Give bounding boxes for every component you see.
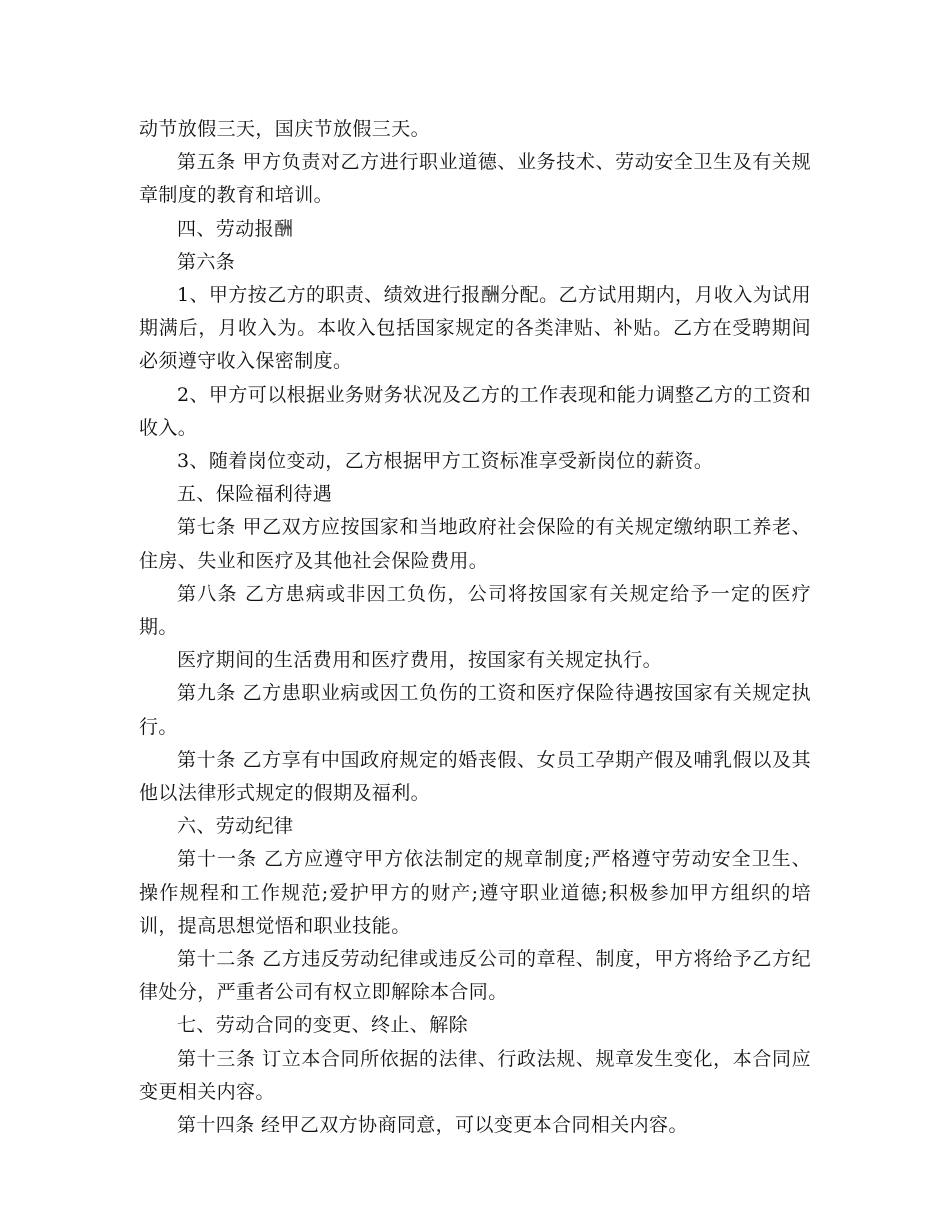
paragraph-article-12: 第十二条 乙方违反劳动纪律或违反公司的章程、制度，甲方将给予乙方纪律处分，严重者公司有权立即解除本合同。 bbox=[139, 948, 811, 1004]
paragraph-article-7: 第七条 甲乙双方应按国家和当地政府社会保险的有关规定缴纳职工养老、住房、失业和医疗及其他社会保险费用。 bbox=[139, 516, 811, 572]
paragraph-article-10: 第十条 乙方享有中国政府规定的婚丧假、女员工孕期产假及哺乳假以及其他以法律形式规定的假期及福利。 bbox=[139, 748, 811, 805]
paragraph-holiday-continuation: 动节放假三天，国庆节放假三天。 bbox=[139, 118, 431, 140]
paragraph-article-6-item-1: 1、甲方按乙方的职责、绩效进行报酬分配。乙方试用期内，月收入为试用期满后，月收入为。本收入包括国家规定的各类津贴、补贴。乙方在受聘期间必须遵守收入保密制度。 bbox=[139, 284, 811, 373]
paragraph-article-9: 第九条 乙方患职业病或因工负伤的工资和医疗保险待遇按国家有关规定执行。 bbox=[139, 682, 811, 738]
paragraph-article-6-item-2: 2、甲方可以根据业务财务状况及乙方的工作表现和能力调整乙方的工资和收入。 bbox=[139, 383, 811, 439]
paragraph-article-5: 第五条 甲方负责对乙方进行职业道德、业务技术、劳动安全卫生及有关规章制度的教育和培训。 bbox=[139, 151, 811, 207]
paragraph-article-14: 第十四条 经甲乙双方协商同意，可以变更本合同相关内容。 bbox=[177, 1114, 688, 1137]
article-6-heading: 第六条 bbox=[177, 250, 236, 273]
section-heading-insurance: 五、保险福利待遇 bbox=[177, 483, 333, 506]
section-heading-contract-changes: 七、劳动合同的变更、终止、解除 bbox=[177, 1014, 469, 1037]
paragraph-article-8-continued: 医疗期间的生活费用和医疗费用，按国家有关规定执行。 bbox=[177, 649, 663, 672]
section-heading-discipline: 六、劳动纪律 bbox=[177, 815, 294, 838]
paragraph-article-11: 第十一条 乙方应遵守甲方依法制定的规章制度;严格遵守劳动安全卫生、操作规程和工作规范;爱护甲方的财产;遵守职业道德;积极参加甲方组织的培训，提高思想觉悟和职业技能。 bbox=[139, 848, 811, 937]
section-heading-remuneration: 四、劳动报酬 bbox=[177, 217, 294, 240]
paragraph-article-8: 第八条 乙方患病或非因工负伤，公司将按国家有关规定给予一定的医疗期。 bbox=[139, 582, 811, 639]
paragraph-article-13: 第十三条 订立本合同所依据的法律、行政法规、规章发生变化，本合同应变更相关内容。 bbox=[139, 1047, 811, 1103]
paragraph-article-6-item-3: 3、随着岗位变动，乙方根据甲方工资标准享受新岗位的薪资。 bbox=[177, 450, 714, 473]
document-body bbox=[139, 113, 811, 1142]
